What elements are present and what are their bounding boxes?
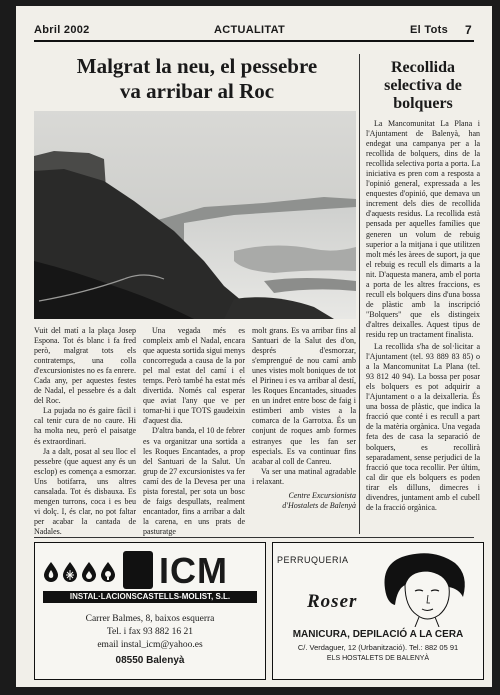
article-paragraph: D'altra banda, el 10 de febrer es va organitzar una sortida a les Roques Encantades, a prop del Santuari de la Salut. Un grup de 27 excursionistes va fer camí des de la Devesa per una pista forestal, per sota un bosc de faigs despullats, realment encantador, fins a arribar a dalt la carena, en uns prats de pasturatge — [143, 426, 245, 536]
sidebar-title-line-2: selectiva de — [384, 77, 462, 94]
article-headline — [42, 54, 352, 104]
signature-line-2: d'Hostalets de Balenyà — [282, 500, 356, 510]
icm-company-bar — [43, 591, 257, 603]
article-column-1 — [34, 326, 136, 537]
icm-address: Carrer Balmes, 8, baixos esquerra — [85, 614, 215, 624]
headline-line-2: va arribar al Roc — [119, 79, 275, 103]
article-paragraph: Vuit del matí a la plaça Josep Espona. Tot és blanc i fa fred però, malgrat tots els contratemps, una colla d'excursionistes no es fa enrere. Cada any, per aquestes festes de Nadal, el pessebre és a dalt del Roc. — [34, 326, 136, 406]
article-column-3 — [252, 326, 356, 511]
bulb-drop-icon — [100, 561, 116, 583]
article-paragraph: molt grans. Es va arribar fins al Santuari de la Salut des d'on, després d'esmorzar, s'emprengué de nou camí amb unes vistes molt boniques de tot el Pirineu i es va arribar al destí, les Roques Encantades, situades en un indret entre bosc de faig i estimberi amb vistes a la comarca de la Garrotxa. És un conjunt de roques amb formes estranyes que les fan ser especials. Es va continuar fins acabar al coll de Canreu. — [252, 326, 356, 466]
sidebar-paragraph: La Mancomunitat La Plana i l'Ajuntament de Balenyà, han endegat una campanya per a la recollida de bolquers, dins de la recollida selectiva porta a porta. La iniciativa es pren com a resposta a l'opinió general, expressada a les enquestes d'opinió, que demava un increment dels dies de recollida d'aquests residus. La recollida està pensada per aquelles famílies que generen un volum de rebuig superior a la mitjana i que utilitzen molt més les àrees de suport, ja que el rebuig es recull els dimarts a la nit. D'aquesta manera, amb el porta a porta de les altres fraccions, es recull els bolquers dins d'una bossa de plàstic amb la inscripció "Bolquers" que els distingeix d'altres deixalles. Aquest tipus de residu rep un tractament finalista. — [366, 119, 480, 339]
article-column-2 — [143, 326, 245, 537]
flame-drop-icon — [43, 561, 59, 583]
icm-logo — [43, 551, 257, 603]
roser-address: C/. Verdaguer, 12 (Urbanització). Tel.: 882 05 91 — [297, 643, 459, 652]
icm-bar-right: CASTELLS-MOLIST, S.L. — [136, 592, 231, 601]
roser-advertisement — [272, 542, 484, 680]
issue-date: Abril 2002 — [34, 24, 90, 36]
icm-email: email instal_icm@yahoo.es — [97, 640, 203, 650]
roser-name: Roser — [307, 591, 358, 612]
sidebar-title — [364, 59, 482, 113]
icm-logo-text: ICM — [159, 550, 228, 591]
sidebar-paragraph: La recollida s'ha de sol·licitar a l'Ajuntament (tel. 93 889 83 85) o a la Mancomunitat La Plana (tel. 93 812 40 94). La bossa per posar els bolquers es pot adquirir a l'Ajuntament o a la deixalleria. És una bossa de plàstic, que indica la fracció que conté i es recull a part de la matèria orgànica. Una vegada feta des de casa la separació de bolquers, es recollirà separadament, sense perjudici de la fracció que toca recollir. Per últim, cal dir que els bolquers es poden tirar els dilluns, dimecres i divendres, juntament amb el cubell de la fracció orgànica. — [366, 342, 480, 512]
page-header — [34, 24, 474, 40]
snowflake-drop-icon — [62, 561, 78, 583]
article-signature — [252, 491, 356, 511]
article-paragraph: Ja a dalt, posat al seu lloc el pessebre (que aquest any és un esclop) es comença a esmorzar. Uns botifarra, uns altres cansalada. Tot és disbauxa. Es mengen turrons, coca i es beu vi dolç. I, és clar, no pot faltar per acabar la cantada de Nadales. — [34, 446, 136, 536]
icm-bar-left: INSTAL·LACIONS — [69, 592, 137, 601]
mountain-landscape-photo — [34, 111, 356, 319]
section-name: ACTUALITAT — [214, 24, 286, 36]
roser-town: ELS HOSTALETS DE BALENYÀ — [326, 655, 430, 662]
icm-logo-block — [123, 551, 153, 589]
sidebar-title-line-3: bolquers — [393, 95, 453, 112]
sidebar-body — [366, 119, 480, 515]
roser-category: PERRUQUERIA — [277, 555, 349, 565]
sidebar-title-line-1: Recollida — [391, 59, 455, 76]
woman-face-illustration — [375, 549, 471, 627]
roser-services: MANICURA, DEPILACIÓ A LA CERA — [292, 629, 464, 640]
sidebar-divider — [359, 54, 360, 534]
magazine-page — [16, 6, 492, 687]
ads-divider — [34, 537, 474, 538]
water-drop-icon — [81, 561, 97, 583]
article-paragraph: La pujada no és gaire fàcil i cal tenir cura de no caure. Hi ha molta neu, però el paisatge és extraordinari. — [34, 406, 136, 446]
headline-line-1: Malgrat la neu, el pessebre — [76, 54, 318, 78]
publication-name: El Tots — [410, 24, 448, 36]
icm-phone: Tel. i fax 93 882 16 21 — [106, 627, 194, 637]
icm-city: 08550 Balenyà — [115, 655, 185, 666]
header-rule — [34, 40, 474, 42]
signature-line-1: Centre Excursionista — [288, 490, 356, 500]
article-paragraph: Una vegada més es compleix amb el Nadal, encara que aquesta sortida sigui menys concorreguda a causa de la por pel mal estat del camí i el temps. Però també ha estat més divertida. Només cal esperar que aviat l'any que ve per tornar-hi i que TOTS gaudeixin d'aquest dia. — [143, 326, 245, 426]
icm-advertisement — [34, 542, 266, 680]
page-number: 7 — [465, 23, 472, 37]
article-paragraph: Va ser una matinal agradable i relaxant. — [252, 466, 356, 486]
